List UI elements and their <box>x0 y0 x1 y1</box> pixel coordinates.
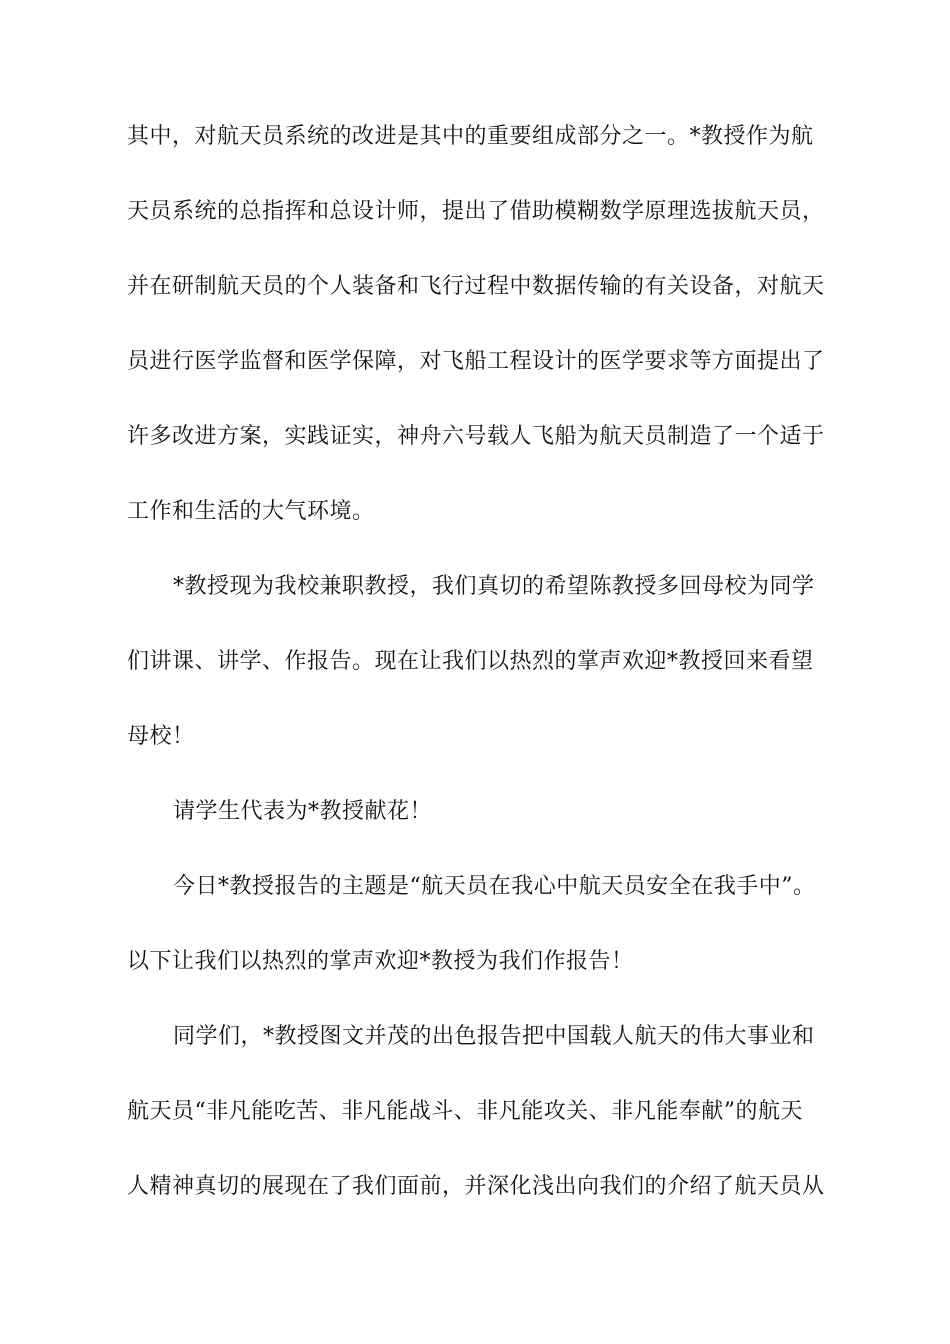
text-line: 并在研制航天员的个人装备和飞行过程中数据传输的有关设备，对航天 <box>127 274 825 299</box>
text-line: 天员系统的总指挥和总设计师，提出了借助模糊数学原理选拔航天员， <box>127 199 825 224</box>
paragraph-first-line: 同学们，*教授图文并茂的出色报告把中国载人航天的伟大事业和 <box>173 1024 815 1049</box>
paragraph-first-line: 今日*教授报告的主题是“航天员在我心中航天员安全在我手中”。 <box>173 874 816 899</box>
text-line: 母校！ <box>127 724 195 749</box>
text-line: 人精神真切的展现在了我们面前，并深化浅出向我们的介绍了航天员从 <box>127 1174 825 1199</box>
text-line: 以下让我们以热烈的掌声欢迎*教授为我们作报告！ <box>127 949 634 974</box>
paragraph-first-line: 请学生代表为*教授献花！ <box>173 799 433 824</box>
text-line: 航天员“非凡能吃苦、非凡能战斗、非凡能攻关、非凡能奉献”的航天 <box>127 1099 803 1124</box>
text-line: 员进行医学监督和医学保障，对飞船工程设计的医学要求等方面提出了 <box>127 349 825 374</box>
paragraph-first-line: *教授现为我校兼职教授，我们真切的希望陈教授多回母校为同学 <box>173 574 815 599</box>
text-line: 许多改进方案，实践证实，神舟六号载人飞船为航天员制造了一个适于 <box>127 424 825 449</box>
text-line: 其中，对航天员系统的改进是其中的重要组成部分之一。*教授作为航 <box>127 124 814 149</box>
text-line: 工作和生活的大气环境。 <box>127 499 375 524</box>
document-body <box>127 112 827 1237</box>
text-line: 们讲课、讲学、作报告。现在让我们以热烈的掌声欢迎*教授回来看望 <box>127 649 814 674</box>
